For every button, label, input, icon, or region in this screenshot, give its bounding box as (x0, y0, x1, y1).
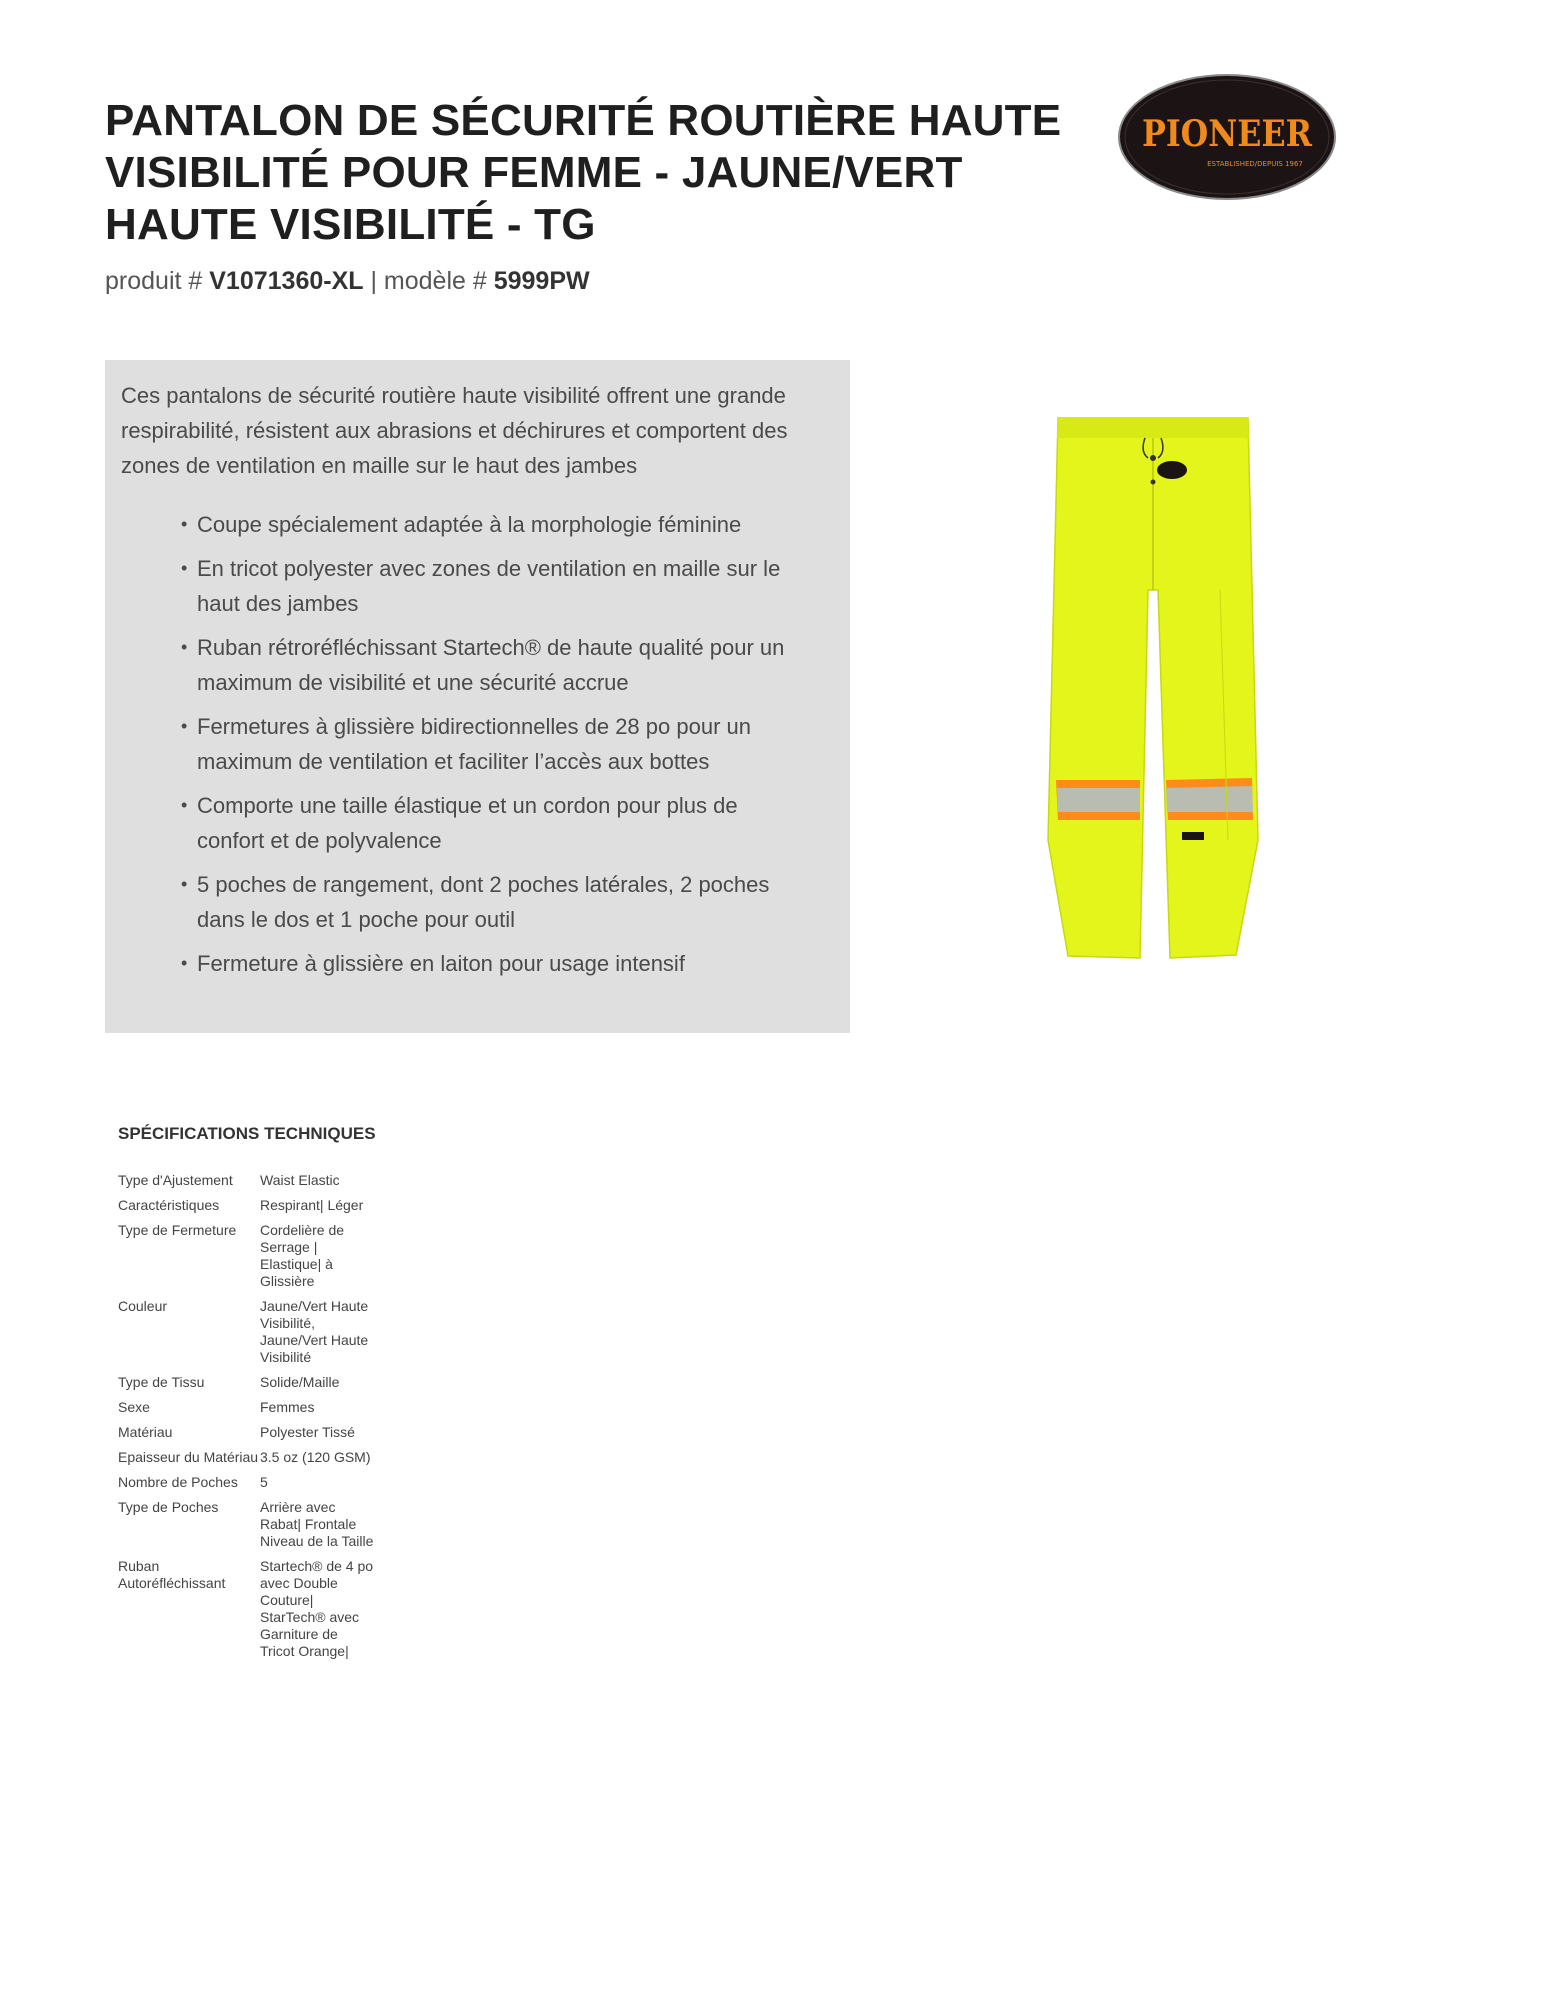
table-row (118, 1197, 375, 1222)
description-panel (105, 360, 850, 1033)
logo-tagline-text: ESTABLISHED/DEPUIS 1967 (1207, 160, 1303, 168)
bullet: • (181, 514, 188, 534)
table-row (118, 1298, 375, 1374)
feature-item (181, 709, 797, 779)
table-row (118, 1449, 375, 1474)
table-row (118, 1474, 375, 1499)
feature-text: Coupe spécialement adaptée à la morphologie féminine (197, 512, 742, 537)
feature-text: Ruban rétroréfléchissant Startech® de haute qualité pour un maximum de visibilité et une sécurité accrue (197, 635, 785, 695)
spec-label: Type de Poches (118, 1499, 219, 1515)
specs-heading: SPÉCIFICATIONS TECHNIQUES (118, 1124, 376, 1143)
table-row (118, 1424, 375, 1449)
model-label: | modèle # (363, 267, 494, 295)
spec-value: Solide/Maille (260, 1374, 340, 1390)
feature-text: Fermetures à glissière bidirectionnelles de 28 po pour un maximum de ventilation et faciliter l’accès aux bottes (197, 714, 751, 774)
feature-item (181, 551, 797, 621)
pioneer-logo (1115, 70, 1340, 205)
feature-item (181, 946, 797, 981)
table-row (118, 1172, 375, 1197)
bullet: • (181, 953, 188, 973)
feature-text: 5 poches de rangement, dont 2 poches latérales, 2 poches dans le dos et 1 poche pour outil (197, 872, 770, 932)
table-row (118, 1374, 375, 1399)
feature-item (181, 788, 797, 858)
spec-value: Cordelière de Serrage | Elastique| à Glissière (260, 1222, 345, 1289)
feature-list (121, 507, 834, 981)
spec-value: Arrière avec Rabat| Frontale Niveau de la Taille (260, 1499, 374, 1549)
feature-text: Fermeture à glissière en laiton pour usage intensif (197, 951, 685, 976)
bullet: • (181, 637, 188, 657)
spec-label: Couleur (118, 1298, 168, 1314)
page-title: PANTALON DE SÉCURITÉ ROUTIÈRE HAUTE VISIBILITÉ POUR FEMME - JAUNE/VERT HAUTE VISIBILITÉ - TG (105, 96, 1062, 249)
feature-text: En tricot polyester avec zones de ventilation en maille sur le haut des jambes (197, 556, 781, 616)
table-row (118, 1499, 375, 1558)
bullet: • (181, 874, 188, 894)
spec-value: Jaune/Vert Haute Visibilité, Jaune/Vert Haute Visibilité (260, 1298, 369, 1365)
spec-value: Polyester Tissé (260, 1424, 355, 1440)
table-row (118, 1399, 375, 1424)
product-number: V1071360-XL (209, 267, 364, 295)
spec-label: Epaisseur du Matériau (118, 1449, 259, 1465)
model-number: 5999PW (493, 267, 590, 295)
specs-table (118, 1172, 375, 1668)
spec-label: Matériau (118, 1424, 173, 1440)
spec-label: Ruban Autoréfléchissant (118, 1558, 226, 1591)
spec-value: 5 (260, 1474, 268, 1490)
bullet: • (181, 795, 188, 815)
logo-brand-text: PIONEER (1142, 113, 1313, 155)
spec-value: Startech® de 4 po avec Double Couture| StarTech® avec Garniture de Tricot Orange| (260, 1558, 374, 1659)
feature-text: Comporte une taille élastique et un cordon pour plus de confort et de polyvalence (197, 793, 738, 853)
spec-label: Nombre de Poches (118, 1474, 238, 1490)
spec-value: Respirant| Léger (260, 1197, 364, 1213)
product-label: produit # (105, 267, 210, 295)
spec-value: Femmes (260, 1399, 315, 1415)
bullet: • (181, 716, 188, 736)
description-intro: Ces pantalons de sécurité routière haute visibilité offrent une grande respirabilité, résistent aux abrasions et déchirures et comportent des zones de ventilation en maille sur le haut des jambes (121, 383, 788, 478)
table-row (118, 1558, 375, 1668)
table-row (118, 1222, 375, 1298)
spec-label: Sexe (118, 1399, 150, 1415)
product-image-pants (1040, 410, 1260, 970)
spec-label: Type de Fermeture (118, 1222, 237, 1238)
spec-value: 3.5 oz (120 GSM) (260, 1449, 371, 1465)
product-identifiers (105, 266, 590, 296)
feature-item (181, 630, 797, 700)
spec-label: Type de Tissu (118, 1374, 205, 1390)
spec-value: Waist Elastic (260, 1172, 340, 1188)
feature-item (181, 507, 797, 542)
spec-label: Caractéristiques (118, 1197, 220, 1213)
bullet: • (181, 558, 188, 578)
feature-item (181, 867, 797, 937)
spec-label: Type d'Ajustement (118, 1172, 233, 1188)
